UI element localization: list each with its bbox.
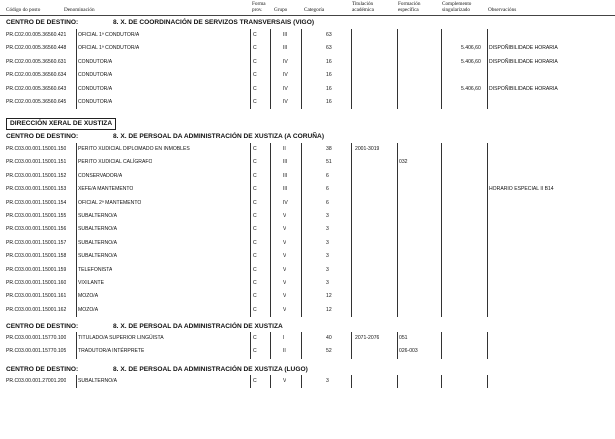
column-divider [351,375,352,388]
cell-code: PR.C03.00.001.15770.100 [6,335,67,341]
cell-forma: C [253,85,257,92]
cell-forma: C [253,72,257,79]
cell-denominacion: SUBALTERNO/A [78,213,117,219]
column-divider [250,332,251,359]
header-titulacion: Titulación académica [352,1,374,13]
cell-categoria: 12 [326,306,332,313]
cell-denominacion: CONDUTOR/A [78,72,113,79]
cell-forma: C [253,45,257,52]
cell-code: PR.C03.00.001.15001.151 [6,159,67,166]
column-divider [441,375,442,388]
table-row [0,29,615,42]
column-divider [397,29,398,109]
cell-denominacion: CONDUTOR/A [78,99,113,105]
table-row [0,83,615,96]
cell-denominacion: OFICIAL 2ª MANTEMENTO [78,199,142,206]
cell-forma: C [253,146,257,152]
cell-code: PR.C03.00.001.15001.155 [6,213,67,219]
column-divider [76,375,77,388]
cell-forma: C [253,306,257,313]
column-divider [351,143,352,317]
table-row [0,264,615,277]
cell-categoria: 16 [326,99,332,105]
cell-denominacion: CONDUTOR/A [78,58,113,65]
cell-categoria: 51 [326,159,332,166]
cell-complemento: 5.406,60 [461,85,481,92]
cell-categoria: 38 [326,146,332,152]
cell-denominacion: MOZO/A [78,293,99,300]
cell-grupo: V [283,213,287,219]
cell-grupo: V [283,226,287,233]
cell-denominacion: OFICIAL 1ª CONDUTOR/A [78,32,140,38]
cell-complemento: 5.406,60 [461,45,481,52]
cell-categoria: 16 [326,58,332,65]
cell-code: PR.C02.00.005.36560.643 [6,85,67,92]
cell-grupo: I [283,335,285,341]
cell-forma: C [253,159,257,166]
cell-denominacion: TELEFONISTA [78,266,113,273]
column-divider [397,375,398,388]
cell-forma: C [253,239,257,246]
column-divider [351,332,352,359]
header-grupo: Grupo [274,7,288,13]
cell-formacion: 051 [399,335,408,341]
cell-code: PR.C03.00.001.15001.158 [6,253,67,260]
cell-code: PR.C02.00.005.36560.634 [6,72,67,79]
table-row [0,223,615,236]
header-forma: Forma prov. [252,1,266,13]
column-divider [397,332,398,359]
cell-formacion: 032 [399,159,408,166]
table-row [0,290,615,303]
section-title-xustiza: 8. X. DE PERSOAL DA ADMINISTRACIÓN DE XUSTIZA [113,323,283,330]
cell-denominacion: CONSERVADOR/A [78,172,123,179]
table-row [0,183,615,196]
cell-categoria: 3 [326,280,329,286]
table-row [0,250,615,263]
cell-categoria: 3 [326,266,329,273]
cell-complemento: 5.406,60 [461,58,481,65]
table-row [0,197,615,210]
cell-code: PR.C03.00.001.15001.153 [6,186,67,193]
cell-forma: C [253,378,257,384]
cell-categoria: 16 [326,85,332,92]
column-divider [270,29,271,109]
cell-code: PR.C03.00.001.15001.157 [6,239,67,246]
table-row [0,210,615,223]
cell-code: PR.C03.00.001.15001.159 [6,266,67,273]
table-row [0,143,615,156]
table-row [0,42,615,55]
cell-forma: C [253,58,257,65]
cell-categoria: 3 [326,239,329,246]
cell-denominacion: SUBALTERNO/A [78,226,117,233]
section-label: CENTRO DE DESTINO: [6,19,79,26]
cell-observacions: DISPOÑIBILIDADE HORARIA [489,58,558,65]
cell-forma: C [253,32,257,38]
cell-denominacion: CONDUTOR/A [78,85,113,92]
cell-code: PR.C02.00.005.36560.421 [6,32,67,38]
cell-grupo: III [283,32,288,38]
cell-grupo: V [283,306,287,313]
cell-forma: C [253,199,257,206]
cell-code: PR.C03.00.001.15001.162 [6,306,67,313]
section-label: CENTRO DE DESTINO: [6,366,79,373]
cell-categoria: 6 [326,199,329,206]
cell-forma: C [253,266,257,273]
cell-categoria: 3 [326,253,329,260]
cell-grupo: V [283,266,287,273]
cell-code: PR.C02.00.005.36560.631 [6,58,67,65]
cell-grupo: III [283,172,288,179]
cell-code: PR.C03.00.001.15001.150 [6,146,67,152]
column-divider [301,332,302,359]
table-row [0,69,615,82]
column-divider [76,29,77,109]
cell-categoria: 3 [326,378,329,384]
column-divider [250,29,251,109]
cell-denominacion: TRADUTOR/A INTÉRPRETE [78,348,145,355]
cell-denominacion: PERITO XUDICIAL DIPLOMADO EN INMOBLES [78,146,190,152]
cell-forma: C [253,213,257,219]
cell-grupo: IV [283,199,288,206]
cell-grupo: IV [283,85,288,92]
cell-code: PR.C02.00.005.36560.645 [6,99,67,105]
table-row [0,237,615,250]
column-divider [270,332,271,359]
column-divider [250,143,251,317]
column-divider [250,375,251,388]
cell-denominacion: MOZO/A [78,306,99,313]
column-divider [487,332,488,359]
column-divider [301,375,302,388]
cell-forma: C [253,186,257,193]
table-row [0,56,615,69]
cell-grupo: V [283,378,287,384]
cell-denominacion: XEFE/A MANTEMENTO [78,186,134,193]
cell-code: PR.C03.00.001.15770.105 [6,348,67,355]
cell-grupo: IV [283,72,288,79]
cell-denominacion: OFICIAL 1ª CONDUTOR/A [78,45,140,52]
cell-titulacion: 2001-3019 [355,146,380,152]
table-row [0,277,615,290]
cell-forma: C [253,253,257,260]
header-codigo: Código do posto [6,7,41,13]
cell-denominacion: SUBALTERNO/A [78,239,117,246]
cell-formacion: 026-003 [399,348,418,355]
cell-categoria: 6 [326,172,329,179]
cell-code: PR.C03.00.001.27001.200 [6,378,67,384]
column-divider [441,143,442,317]
cell-denominacion: SUBALTERNO/A [78,253,117,260]
cell-grupo: II [283,146,286,152]
cell-forma: C [253,348,257,355]
header-formacion: Formación específica [398,1,421,13]
cell-observacions: DISPOÑIBILIDADE HORARIA [489,45,558,52]
table-row [0,96,615,109]
cell-categoria: 63 [326,32,332,38]
column-divider [397,143,398,317]
table-row [0,156,615,169]
cell-observacions: HORARIO ESPECIAL II B14 [489,186,554,193]
cell-forma: C [253,293,257,300]
column-divider [487,143,488,317]
cell-categoria: 12 [326,293,332,300]
cell-grupo: IV [283,58,288,65]
cell-categoria: 3 [326,213,329,219]
column-divider [487,375,488,388]
cell-grupo: III [283,45,288,52]
header-denominacion: Denominación [64,7,95,13]
cell-categoria: 63 [326,45,332,52]
cell-categoria: 40 [326,335,332,341]
direction-label: DIRECCIÓN XERAL DE XUSTIZA [6,118,116,130]
header-categoria: Categoría [304,7,325,13]
cell-categoria: 52 [326,348,332,355]
cell-denominacion: PERITO XUDICIAL CALÍGRAFO [78,159,153,166]
cell-forma: C [253,226,257,233]
cell-code: PR.C02.00.005.36560.448 [6,45,67,52]
cell-forma: C [253,280,257,286]
cell-forma: C [253,99,257,105]
cell-denominacion: VIXILANTE [78,280,105,286]
column-divider [487,29,488,109]
cell-grupo: III [283,186,288,193]
cell-observacions: DISPOÑIBILIDADE HORARIA [489,85,558,92]
cell-categoria: 16 [326,72,332,79]
header-observacions: Observacións [488,7,517,13]
table-row [0,375,615,388]
column-divider [270,375,271,388]
cell-grupo: II [283,348,286,355]
cell-code: PR.C03.00.001.15001.160 [6,280,67,286]
table-row [0,170,615,183]
header-complemento: Complemento singularizado [442,1,472,13]
cell-grupo: V [283,280,287,286]
cell-grupo: V [283,239,287,246]
cell-forma: C [253,335,257,341]
cell-categoria: 3 [326,226,329,233]
cell-grupo: V [283,293,287,300]
cell-code: PR.C03.00.001.15001.156 [6,226,67,233]
column-divider [76,332,77,359]
cell-denominacion: TITULADO/A SUPERIOR LINGÜISTA [78,335,164,341]
section-title-coruna: 8. X. DE PERSOAL DA ADMINISTRACIÓN DE XUSTIZA (A CORUÑA) [113,133,325,140]
column-divider [301,143,302,317]
cell-code: PR.C03.00.001.15001.154 [6,199,67,206]
table-row [0,345,615,358]
cell-grupo: IV [283,99,288,105]
section-label: CENTRO DE DESTINO: [6,323,79,330]
column-divider [270,143,271,317]
cell-grupo: III [283,159,288,166]
cell-grupo: V [283,253,287,260]
cell-code: PR.C03.00.001.15001.161 [6,293,67,300]
section-title-lugo: 8. X. DE PERSOAL DA ADMINISTRACIÓN DE XUSTIZA (LUGO) [113,366,308,373]
column-divider [441,29,442,109]
table-row [0,304,615,317]
cell-titulacion: 2071-2076 [355,335,380,341]
header-rule [0,15,615,16]
section-label: CENTRO DE DESTINO: [6,133,79,140]
cell-forma: C [253,172,257,179]
column-divider [351,29,352,109]
column-divider [441,332,442,359]
column-divider [301,29,302,109]
cell-categoria: 6 [326,186,329,193]
cell-denominacion: SUBALTERNO/A [78,378,117,384]
cell-code: PR.C03.00.001.15001.152 [6,172,67,179]
section-title-vigo: 8. X. DE COORDINACIÓN DE SERVIZOS TRANSVERSAIS (VIGO) [113,19,315,26]
column-divider [76,143,77,317]
table-row [0,332,615,345]
